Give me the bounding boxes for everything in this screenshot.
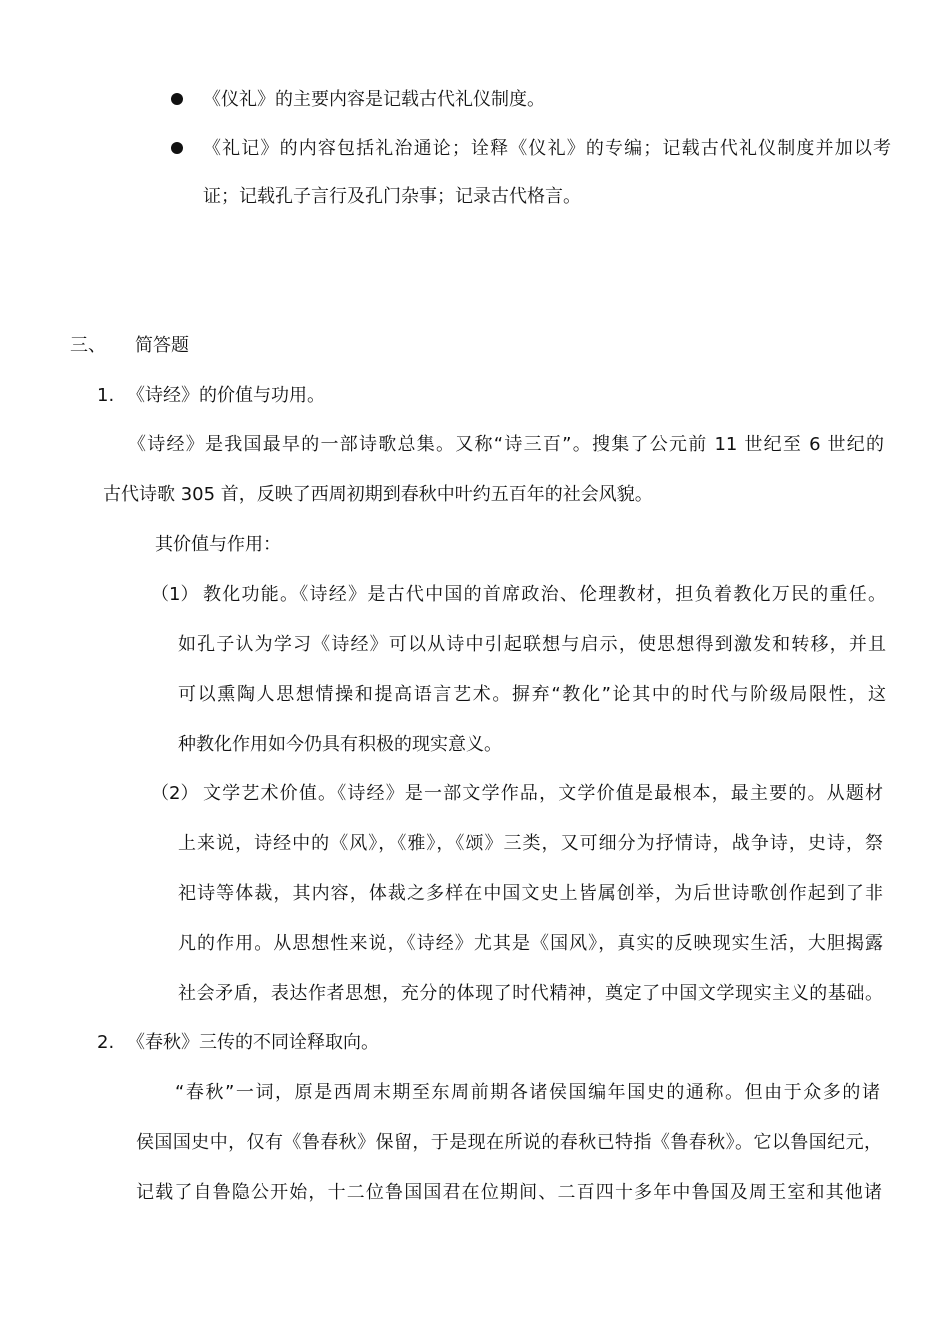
q1-point-1-line-2: 如孔子认为学习《诗经》可以从诗中引起联想与启示，使思想得到激发和转移，并且 (178, 634, 886, 655)
q1-point-2-line-3: 祀诗等体裁，其内容，体裁之多样在中国文史上皆属创举，为后世诗歌创作起到了非 (178, 883, 883, 904)
q1-sub-heading: 其价值与作用： (155, 534, 281, 555)
section-title: 简答题 (135, 335, 189, 356)
q1-point-1-label: （1） (151, 584, 199, 605)
section-number: 三、 (70, 335, 106, 356)
q1-point-2-line-2: 上来说，诗经中的《风》，《雅》，《颂》三类，又可细分为抒情诗，战争诗，史诗，祭 (178, 833, 883, 854)
q1-title: 《诗经》的价值与功用。 (127, 385, 325, 406)
q1-point-2-line-4: 凡的作用。从思想性来说，《诗经》尤其是《国风》，真实的反映现实生活，大胆揭露 (178, 933, 883, 954)
bullet-1-line-1: 《仪礼》的主要内容是记载古代礼仪制度。 (203, 89, 545, 110)
q2-intro-line-1: “春秋”一词，原是西周末期至东周前期各诸侯国编年国史的通称。但由于众多的诸 (175, 1082, 880, 1103)
bullet-2-line-2: 证；记载孔子言行及孔门杂事；记录古代格言。 (203, 186, 581, 207)
q1-intro-line-2: 古代诗歌 305 首，反映了西周初期到春秋中叶约五百年的社会风貌。 (103, 484, 653, 505)
q2-title: 《春秋》三传的不同诠释取向。 (127, 1032, 379, 1053)
q1-intro-line-1: 《诗经》是我国最早的一部诗歌总集。又称“诗三百”。搜集了公元前 11 世纪至 6 世纪的 (128, 434, 884, 455)
q2-intro-line-3: 记载了自鲁隐公开始，十二位鲁国国君在位期间、二百四十多年中鲁国及周王室和其他诸 (136, 1182, 882, 1203)
bullet-dot-1 (171, 93, 183, 105)
q1-point-2-label: （2） (151, 783, 199, 804)
q1-point-2-line-1: 文学艺术价值。《诗经》是一部文学作品，文学价值是最根本，最主要的。从题材 (203, 783, 883, 804)
q1-number: 1. (97, 385, 115, 406)
q2-intro-line-2: 侯国国史中，仅有《鲁春秋》保留，于是现在所说的春秋已特指《鲁春秋》。它以鲁国纪元， (136, 1132, 882, 1153)
q1-point-1-line-4: 种教化作用如今仍具有积极的现实意义。 (178, 734, 502, 755)
q1-point-1-line-1: 教化功能。《诗经》是古代中国的首席政治、伦理教材，担负着教化万民的重任。 (203, 584, 886, 605)
bullet-2-line-1: 《礼记》的内容包括礼治通论；诠释《仪礼》的专编；记载古代礼仪制度并加以考 (203, 138, 891, 159)
bullet-dot-2 (171, 142, 183, 154)
q1-point-1-line-3: 可以熏陶人思想情操和提高语言艺术。摒弃“教化”论其中的时代与阶级局限性，这 (178, 684, 886, 705)
q2-number: 2. (97, 1032, 115, 1053)
q1-point-2-line-5: 社会矛盾，表达作者思想，充分的体现了时代精神，奠定了中国文学现实主义的基础。 (178, 983, 883, 1004)
